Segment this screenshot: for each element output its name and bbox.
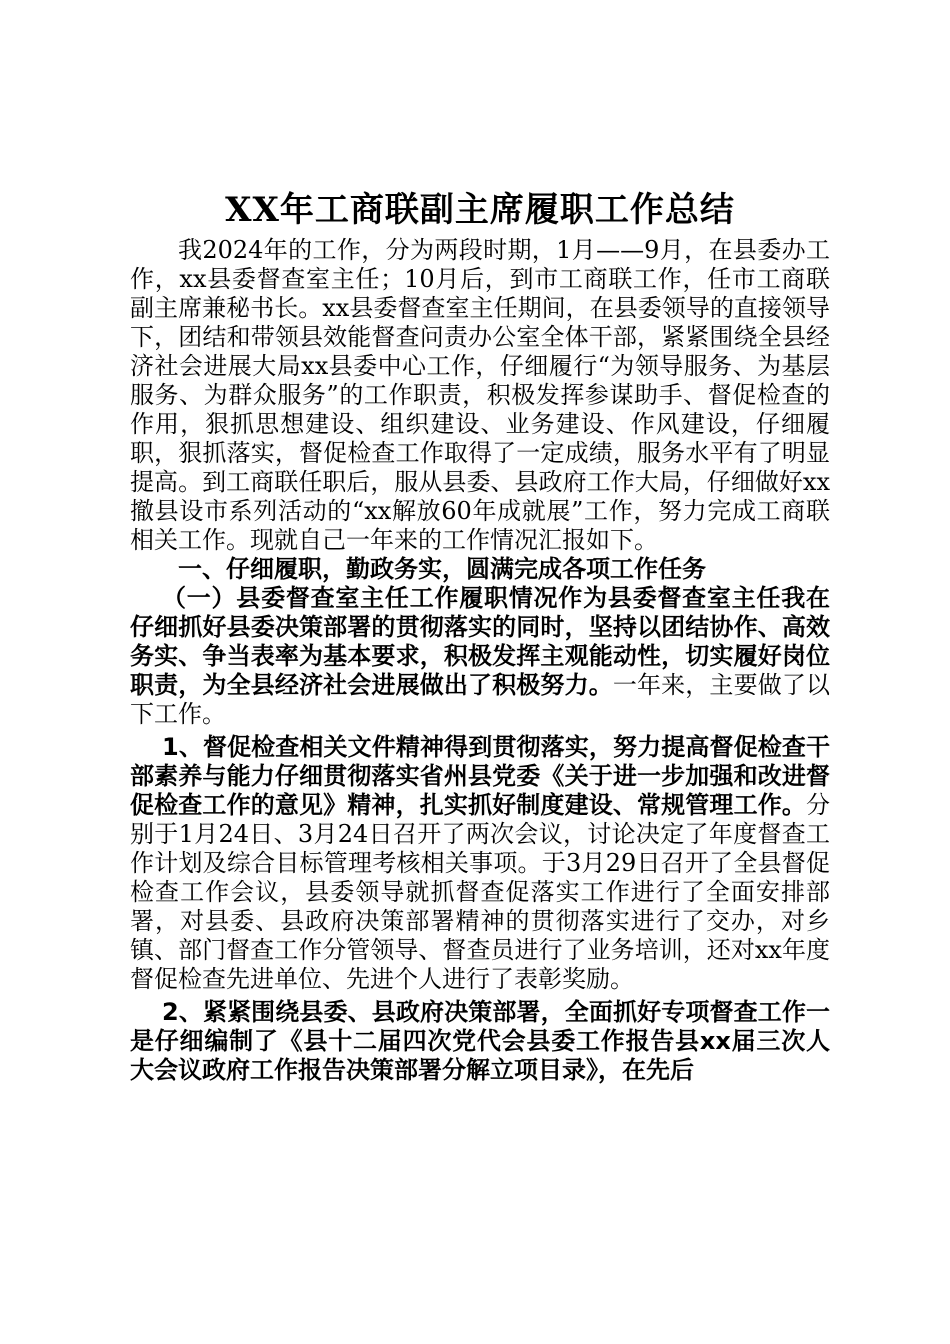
- document-title: XX年工商联副主席履职工作总结: [225, 190, 735, 230]
- section-1-paragraph: [130, 584, 830, 729]
- section-heading-1: 一、仔细履职，勤政务实，圆满完成各项工作任务: [178, 555, 706, 583]
- section-1-body: 一年来，主要做了以下工作。: [130, 671, 831, 728]
- item-2-lead: 2、紧紧围绕县委、县政府决策部署，全面抓好专项督查工作一是仔细编制了《县十二届四次党代会县委工作报告县xx届三次人大会议政府工作报告决策部署分解立项目录》，在先后: [130, 998, 830, 1084]
- section-1-lead: （一）县委督查室主任工作履职情况作为县委督查室主任我在仔细抓好县委决策部署的贯彻落实的同时，坚持以团结协作、高效务实、争当表率为基本要求，积极发挥主观能动性，切实履好岗位职责，为全县经济社会进展做出了积极努力。: [130, 584, 830, 699]
- document-page: [130, 188, 830, 1089]
- intro-paragraph: 我2024年的工作，分为两段时期，1月——9月，在县委办工作，xx县委督查室主任；10月后，到市工商联工作，任市工商联副主席兼秘书长。xx县委督查室主任期间，在县委领导的直接领导下，团结和带领县效能督查问责办公室全体干部，紧紧围绕全县经济社会进展大局xx县委中心工作，仔细履行“为领导服务、为基层服务、为群众服务”的工作职责，积极发挥参谋助手、督促检查的作用，狠抓思想建设、组织建设、业务建设、作风建设，仔细履职，狠抓落实，督促检查工作取得了一定成绩，服务水平有了明显提高。到工商联任职后，服从县委、县政府工作大局，仔细做好xx撤县设市系列活动的“xx解放60年成就展”工作，努力完成工商联相关工作。现就自己一年来的工作情况汇报如下。: [130, 236, 830, 554]
- item-1-paragraph: [130, 733, 830, 994]
- item-1-body: 分别于1月24日、3月24日召开了两次会议，讨论决定了年度督查工作计划及综合目标管理考核相关事项。于3月29日召开了全县督促检查工作会议，县委领导就抓督查促落实工作进行了全面安排部署，对县委、县政府决策部署精神的贯彻落实进行了交办，对乡镇、部门督查工作分管领导、督查员进行了业务培训，还对xx年度督促检查先进单位、先进个人进行了表彰奖励。: [130, 791, 830, 993]
- item-1-lead: 1、督促检查相关文件精神得到贯彻落实，努力提高督促检查干部素养与能力仔细贯彻落实省州县党委《关于进一步加强和改进督促检查工作的意见》精神，扎实抓好制度建设、常规管理工作。: [130, 733, 830, 819]
- item-2-paragraph: [130, 998, 830, 1085]
